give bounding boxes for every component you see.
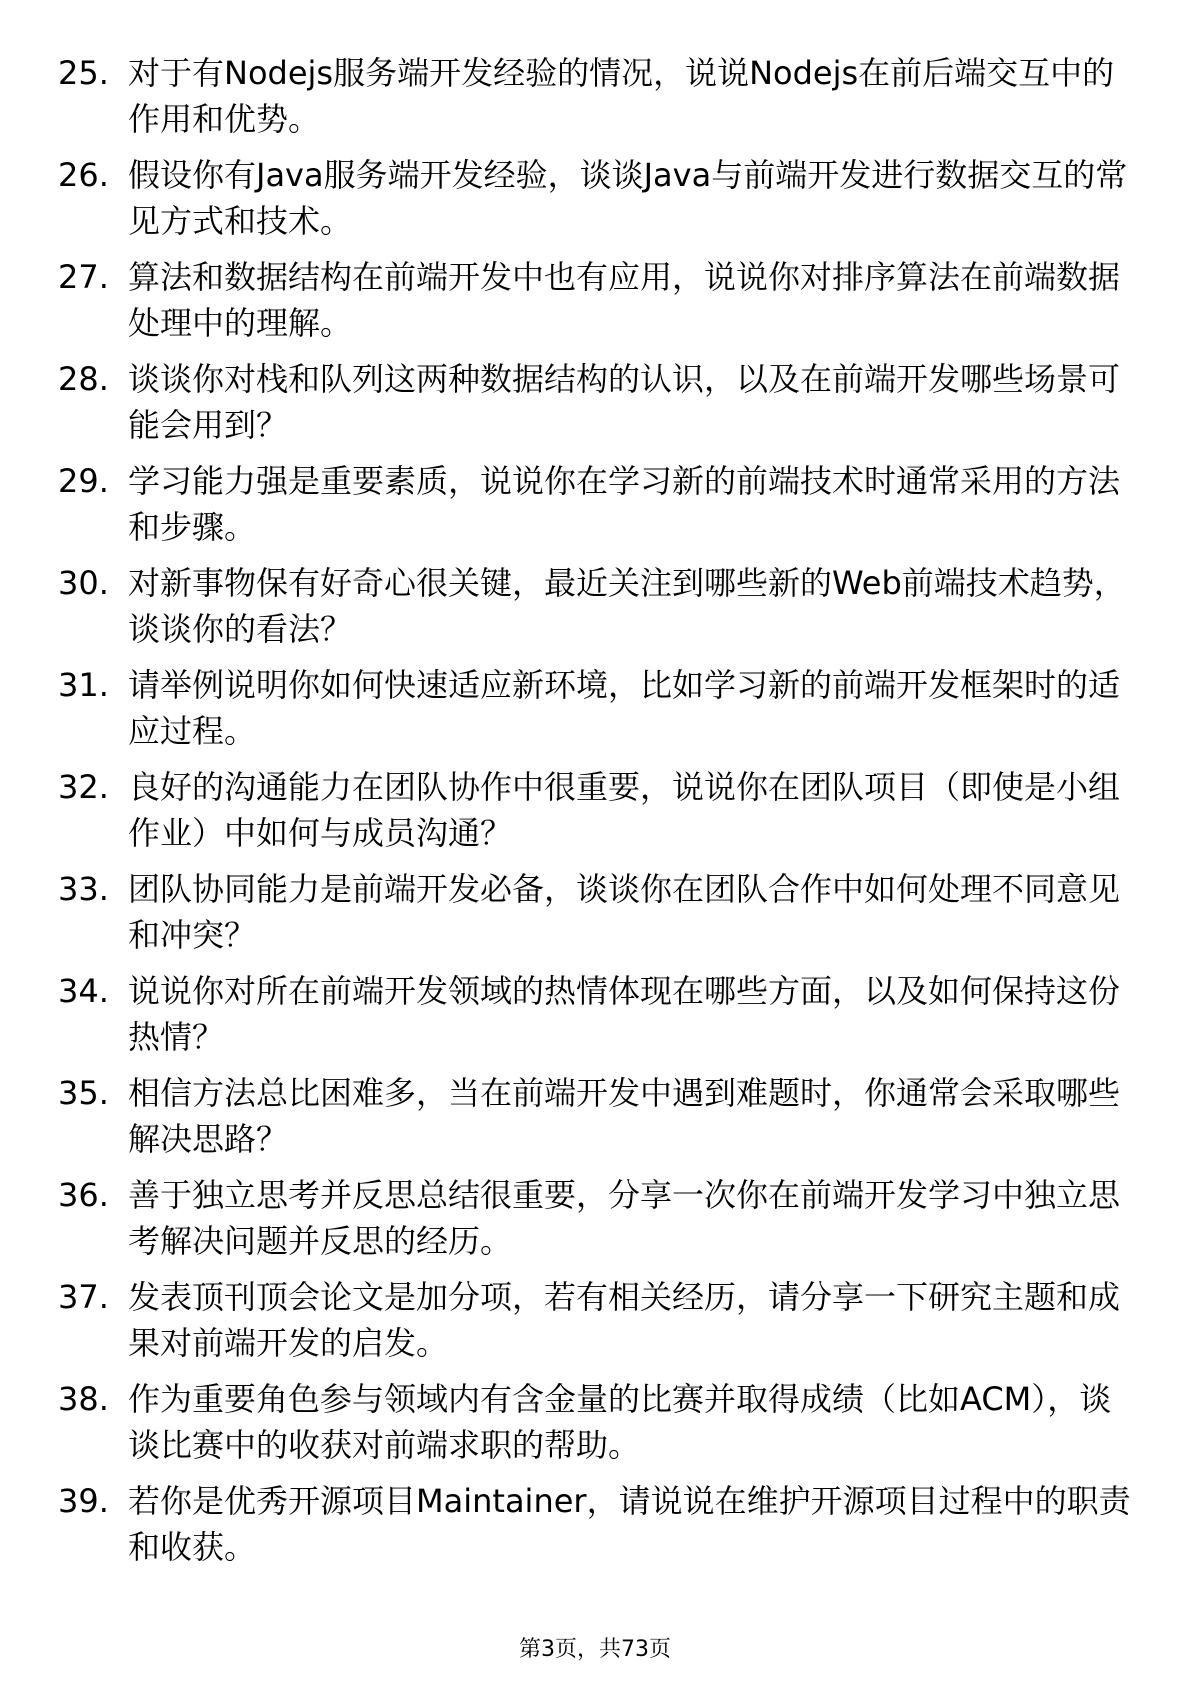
question-text: 团队协同能力是前端开发必备，谈谈你在团队合作中如何处理不同意见和冲突？ bbox=[128, 870, 1121, 954]
question-number: 31. bbox=[58, 666, 109, 704]
question-item bbox=[58, 1172, 1138, 1264]
question-number: 27. bbox=[58, 258, 109, 296]
question-number: 29. bbox=[58, 462, 109, 500]
question-text: 学习能力强是重要素质，说说你在学习新的前端技术时通常采用的方法和步骤。 bbox=[128, 462, 1121, 546]
question-list bbox=[58, 50, 1138, 1580]
page-footer bbox=[0, 1636, 1190, 1664]
question-number: 36. bbox=[58, 1176, 109, 1214]
question-text: 谈谈你对栈和队列这两种数据结构的认识，以及在前端开发哪些场景可能会用到？ bbox=[128, 360, 1121, 444]
question-text: 对新事物保有好奇心很关键，最近关注到哪些新的Web前端技术趋势，谈谈你的看法？ bbox=[128, 564, 1126, 648]
question-number: 39. bbox=[58, 1482, 109, 1520]
question-item bbox=[58, 1070, 1138, 1162]
question-item bbox=[58, 152, 1138, 244]
question-text: 发表顶刊顶会论文是加分项，若有相关经历，请分享一下研究主题和成果对前端开发的启发。 bbox=[128, 1278, 1121, 1362]
question-item bbox=[58, 50, 1138, 142]
question-text: 良好的沟通能力在团队协作中很重要，说说你在团队项目（即使是小组作业）中如何与成员沟通？ bbox=[128, 768, 1121, 852]
question-text: 说说你对所在前端开发领域的热情体现在哪些方面，以及如何保持这份热情？ bbox=[128, 972, 1121, 1056]
question-item bbox=[58, 764, 1138, 856]
question-number: 35. bbox=[58, 1074, 109, 1112]
question-item bbox=[58, 1478, 1138, 1570]
question-item bbox=[58, 560, 1138, 652]
question-number: 34. bbox=[58, 972, 109, 1010]
question-text: 对于有Nodejs服务端开发经验的情况，说说Nodejs在前后端交互中的作用和优势。 bbox=[128, 54, 1115, 138]
question-item bbox=[58, 254, 1138, 346]
question-item bbox=[58, 1376, 1138, 1468]
question-number: 37. bbox=[58, 1278, 109, 1316]
question-text: 相信方法总比困难多，当在前端开发中遇到难题时，你通常会采取哪些解决思路？ bbox=[128, 1074, 1121, 1158]
question-text: 算法和数据结构在前端开发中也有应用，说说你对排序算法在前端数据处理中的理解。 bbox=[128, 258, 1121, 342]
question-number: 38. bbox=[58, 1380, 109, 1418]
page-indicator: 第3页，共73页 bbox=[519, 1637, 671, 1662]
question-item bbox=[58, 356, 1138, 448]
question-item bbox=[58, 458, 1138, 550]
question-item bbox=[58, 866, 1138, 958]
question-number: 28. bbox=[58, 360, 109, 398]
question-text: 若你是优秀开源项目Maintainer，请说说在维护开源项目过程中的职责和收获。 bbox=[128, 1482, 1131, 1566]
question-item bbox=[58, 1274, 1138, 1366]
question-number: 33. bbox=[58, 870, 109, 908]
question-number: 25. bbox=[58, 54, 109, 92]
question-text: 请举例说明你如何快速适应新环境，比如学习新的前端开发框架时的适应过程。 bbox=[128, 666, 1121, 750]
question-text: 假设你有Java服务端开发经验，谈谈Java与前端开发进行数据交互的常见方式和技术。 bbox=[128, 156, 1128, 240]
question-number: 26. bbox=[58, 156, 109, 194]
question-item bbox=[58, 968, 1138, 1060]
question-text: 作为重要角色参与领域内有含金量的比赛并取得成绩（比如ACM），谈谈比赛中的收获对前端求职的帮助。 bbox=[128, 1380, 1112, 1464]
question-item bbox=[58, 662, 1138, 754]
question-number: 32. bbox=[58, 768, 109, 806]
question-number: 30. bbox=[58, 564, 109, 602]
question-text: 善于独立思考并反思总结很重要，分享一次你在前端开发学习中独立思考解决问题并反思的经历。 bbox=[128, 1176, 1121, 1260]
